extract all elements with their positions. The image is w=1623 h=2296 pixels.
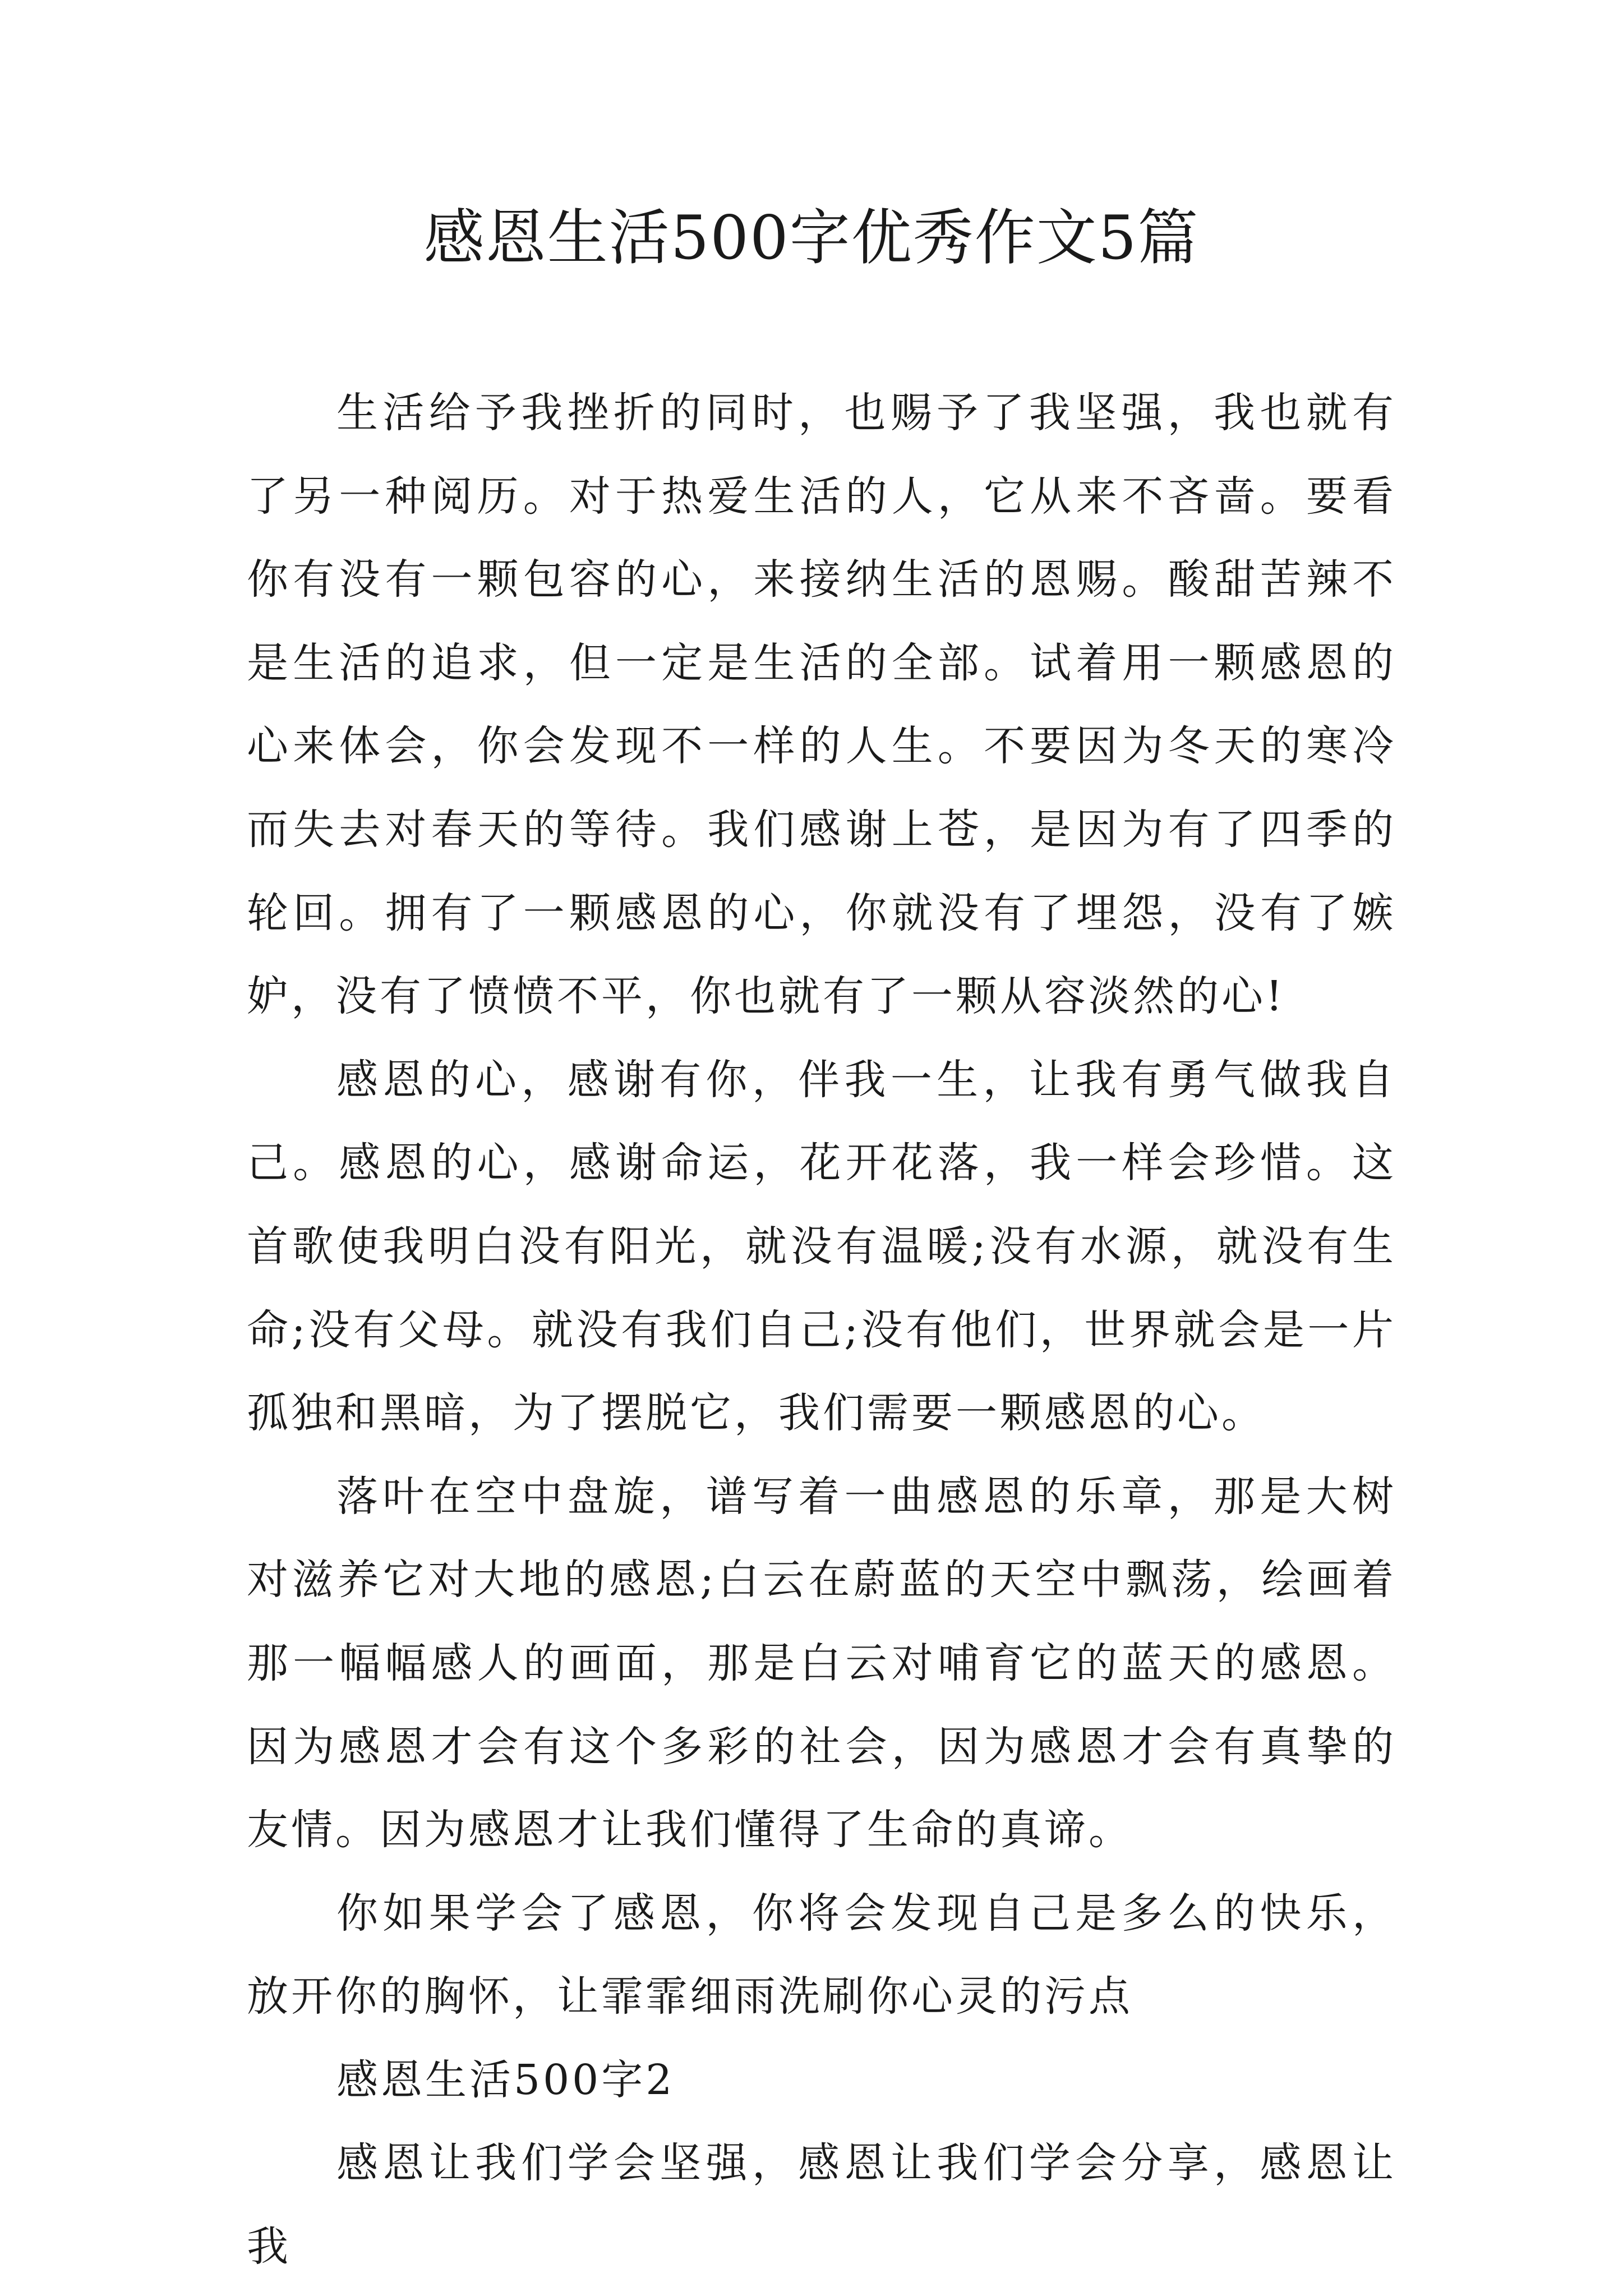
document-title: 感恩生活500字优秀作文5篇 [423,203,1200,273]
paragraph: 生活给予我挫折的同时，也赐予了我坚强，我也就有了另一种阅历。对于热爱生活的人，它从来不吝啬。要看你有没有一颗包容的心，来接纳生活的恩赐。酸甜苦辣不是生活的追求，但一定是生活的全部。试着用一颗感恩的心来体会，你会发现不一样的人生。不要因为冬天的寒冷而失去对春天的等待。我们感谢上苍，是因为有了四季的轮回。拥有了一颗感恩的心，你就没有了埋怨，没有了嫉妒，没有了愤愤不平，你也就有了一颗从容淡然的心! [247,389,1396,1021]
section-heading: 感恩生活500字2 [336,2055,675,2104]
paragraph: 你如果学会了感恩，你将会发现自己是多么的快乐，放开你的胸怀，让霏霏细雨洗刷你心灵的污点 [247,1889,1396,2021]
document-body [247,371,1396,2289]
paragraph: 感恩让我们学会坚强，感恩让我们学会分享，感恩让我 [247,2139,1396,2271]
paragraph: 落叶在空中盘旋，谱写着一曲感恩的乐章，那是大树对滋养它对大地的感恩;白云在蔚蓝的天空中飘荡，绘画着那一幅幅感人的画面，那是白云对哺育它的蓝天的感恩。因为感恩才会有这个多彩的社会，因为感恩才会有真挚的友情。因为感恩才让我们懂得了生命的真谛。 [247,1472,1396,1855]
paragraph: 感恩的心，感谢有你，伴我一生，让我有勇气做我自己。感恩的心，感谢命运，花开花落，我一样会珍惜。这首歌使我明白没有阳光，就没有温暖;没有水源，就没有生命;没有父母。就没有我们自己;没有他们，世界就会是一片孤独和黑暗，为了摆脱它，我们需要一颗感恩的心。 [247,1055,1396,1438]
